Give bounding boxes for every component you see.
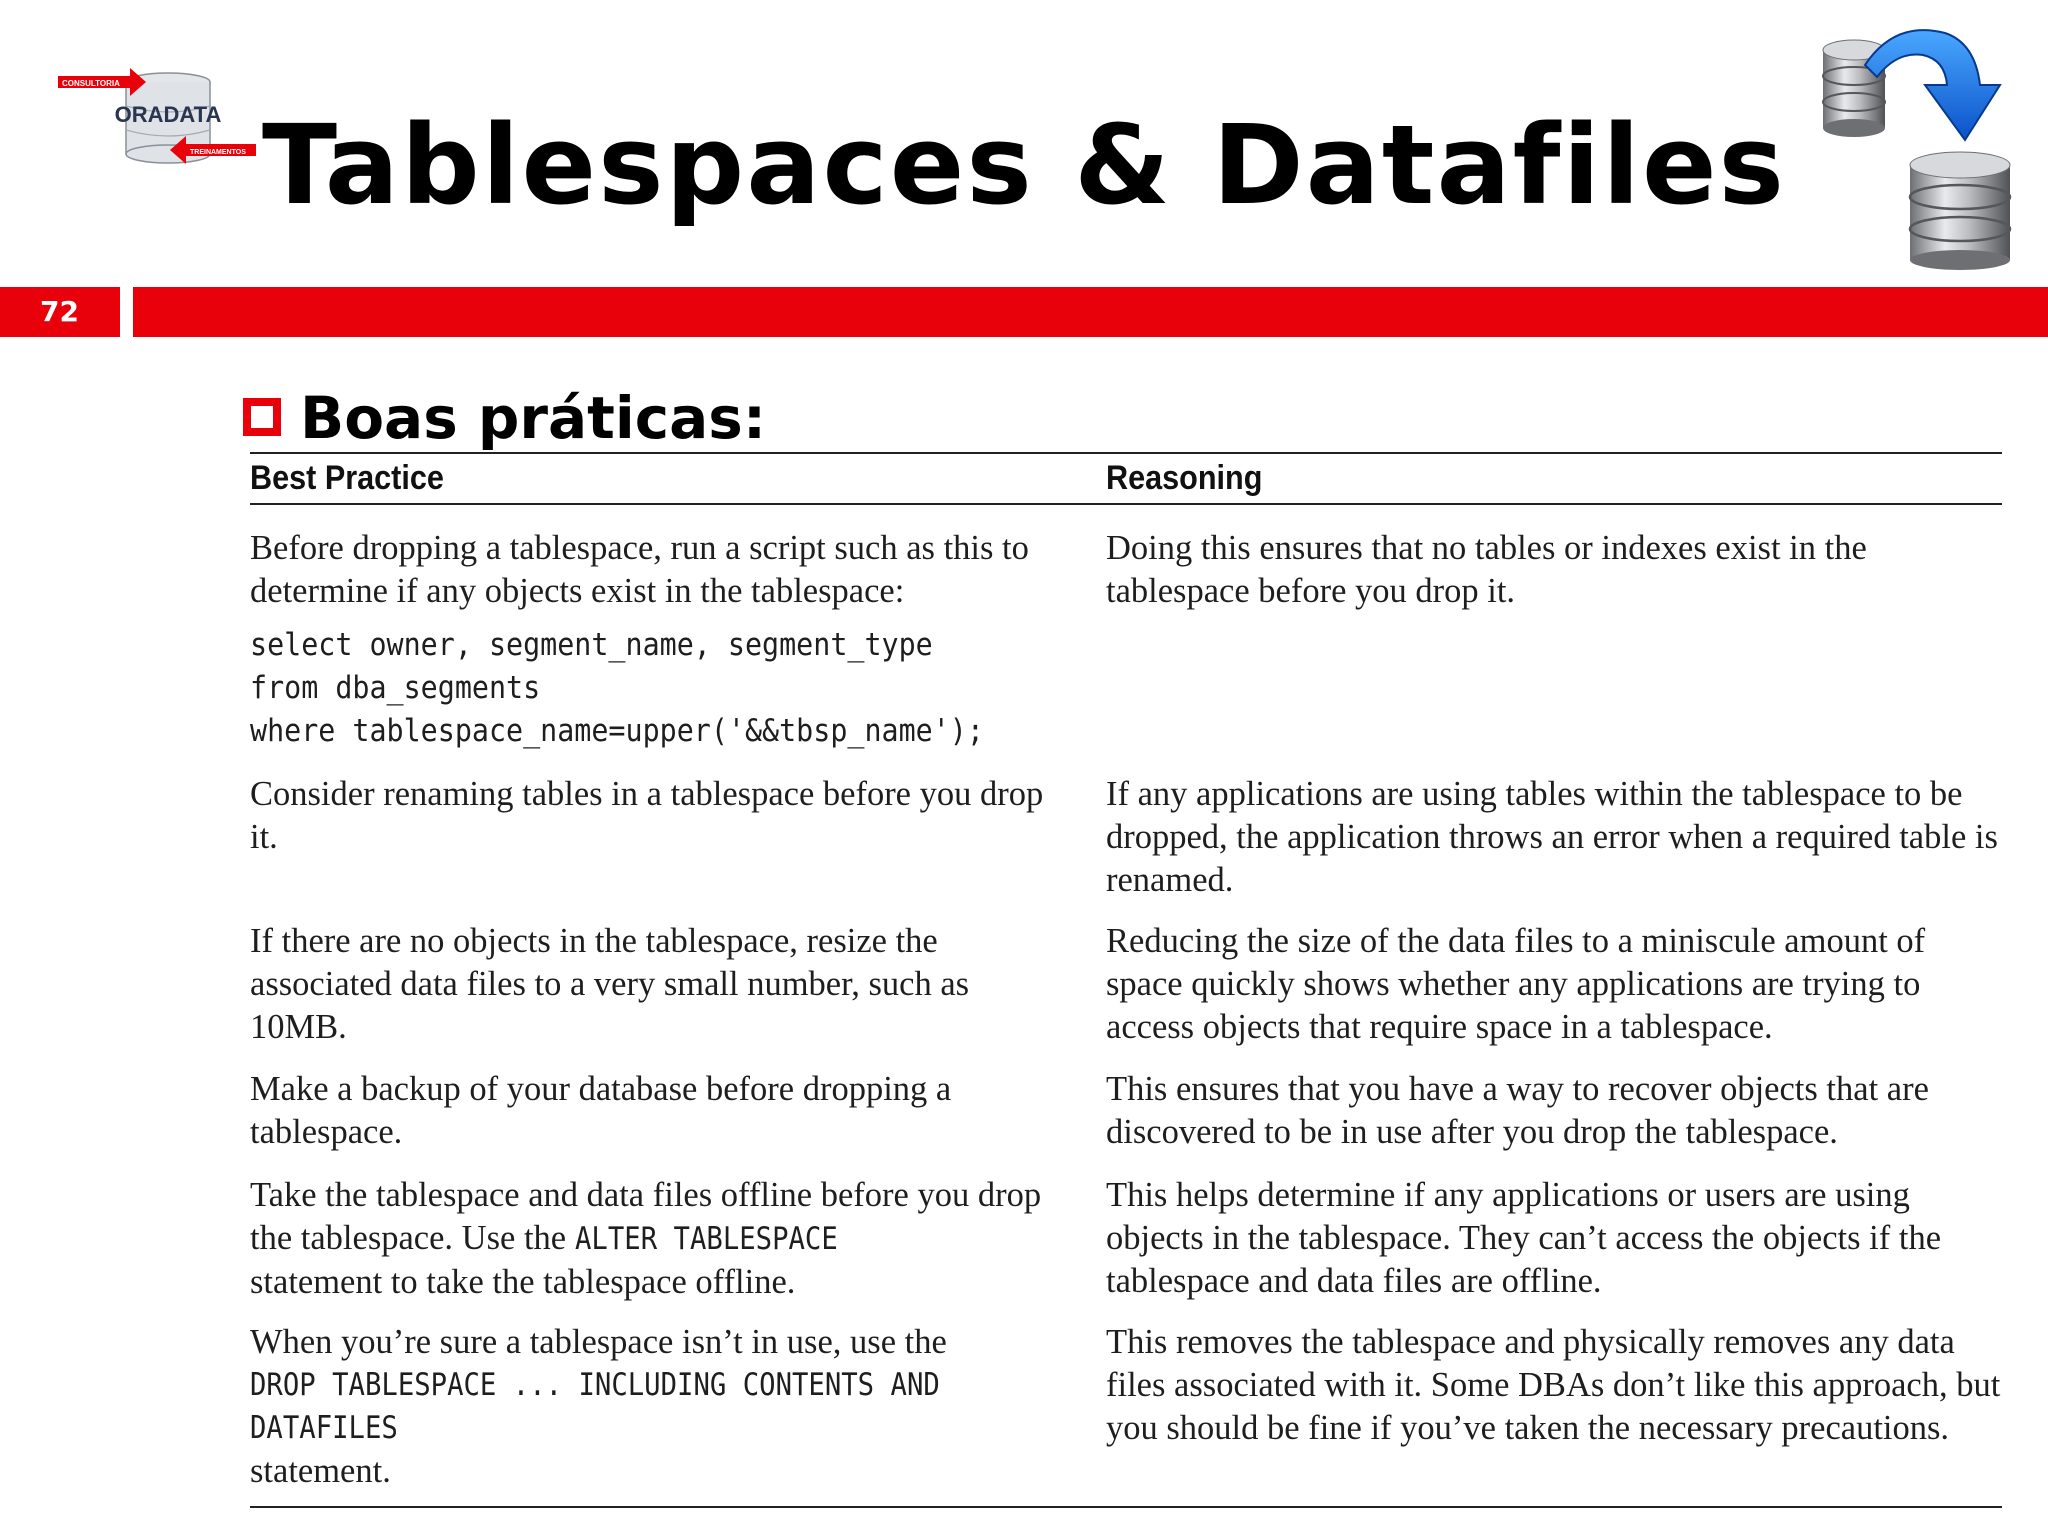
table-row-reasoning: Reducing the size of the data files to a miniscule amount of space quickly shows whether any applications are trying to access objects that require space in a tablespace. xyxy=(1106,922,1926,1046)
slide-subtitle: Boas práticas: xyxy=(300,384,767,452)
table-row-reasoning: If any applications are using tables within the tablespace to be dropped, the application throws an error when a required table is renamed. xyxy=(1106,775,1998,899)
target-database-icon xyxy=(1910,152,2010,270)
column-header-reasoning: Reasoning xyxy=(1106,459,1263,497)
sql-code-block xyxy=(250,624,988,753)
database-transfer-icon xyxy=(1815,15,2030,270)
logo-bottom-label: TREINAMENTOS xyxy=(190,149,246,156)
code-line: where tablespace_name=upper('&&tbsp_name'); xyxy=(250,713,984,749)
table-row-reasoning: This removes the tablespace and physically removes any data files associated with it. Some DBAs don’t like this approach, but you should be fine if you’ve taken the necessary precautions. xyxy=(1106,1323,2001,1447)
inline-code: ALTER TABLESPACE xyxy=(574,1221,838,1257)
table-row-practice xyxy=(250,1321,1070,1493)
table-row-practice: If there are no objects in the tablespace, resize the associated data files to a very small number, such as 10MB. xyxy=(250,922,970,1046)
logo-name: ORADATA xyxy=(114,102,222,127)
slide-title: Tablespaces & Datafiles xyxy=(261,101,1787,229)
arrow-down-icon xyxy=(1865,30,2000,140)
table-top-rule xyxy=(250,452,2002,454)
header-divider-bar xyxy=(133,287,2048,337)
practice-text: Take the tablespace and data files offline before you drop the tablespace. Use the xyxy=(250,1176,1042,1257)
table-row-practice: Consider renaming tables in a tablespace before you drop it. xyxy=(250,775,1044,856)
table-row-reasoning: Doing this ensures that no tables or indexes exist in the tablespace before you drop it. xyxy=(1106,529,1867,610)
practice-text: statement to take the tablespace offline. xyxy=(250,1263,796,1301)
table-row-practice: Before dropping a tablespace, run a script such as this to determine if any objects exist in the tablespace: xyxy=(250,529,1029,610)
slide-number: 72 xyxy=(0,287,120,337)
table-row-practice: Make a backup of your database before dropping a tablespace. xyxy=(250,1070,952,1151)
code-line: from dba_segments xyxy=(250,670,541,706)
table-row-reasoning: This helps determine if any applications or users are using objects in the tablespace. They can’t access the objects if the tablespace and data files are offline. xyxy=(1106,1176,1942,1300)
practice-text: When you’re sure a tablespace isn’t in use, use the xyxy=(250,1323,947,1361)
logo-top-label: CONSULTORIA xyxy=(62,79,120,88)
table-row-reasoning: This ensures that you have a way to recover objects that are discovered to be in use after you drop the tablespace. xyxy=(1106,1070,1929,1151)
square-bullet-icon xyxy=(243,398,281,436)
table-row-practice xyxy=(250,1174,1070,1304)
inline-code: DROP TABLESPACE ... INCLUDING CONTENTS AND DATAFILES xyxy=(250,1367,940,1446)
table-bottom-rule xyxy=(250,1506,2002,1508)
practice-text: statement. xyxy=(250,1452,391,1490)
code-line: select owner, segment_name, segment_type xyxy=(250,627,933,663)
column-header-best-practice: Best Practice xyxy=(250,459,444,497)
table-header-rule xyxy=(250,503,2002,505)
